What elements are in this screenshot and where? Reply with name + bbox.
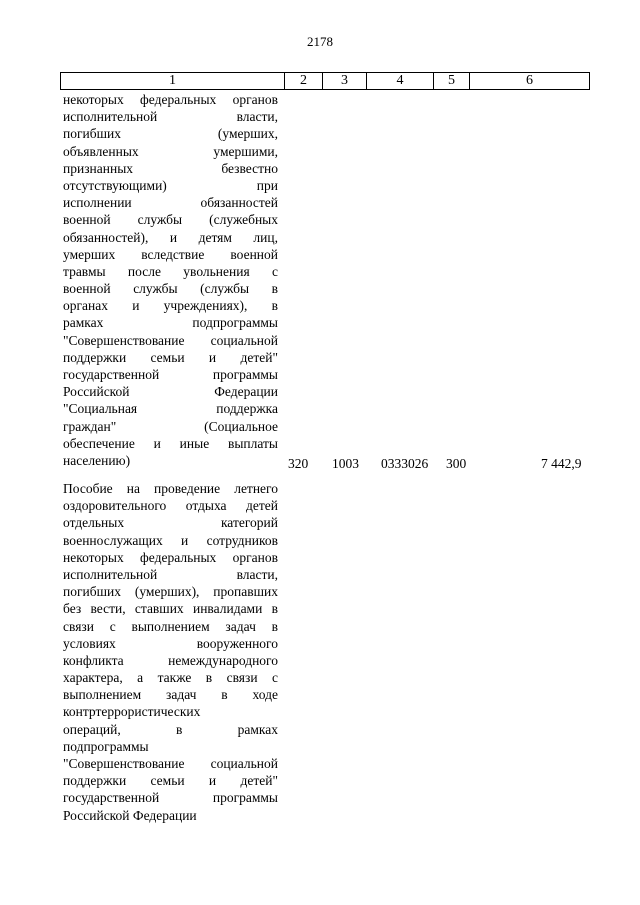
header-col-6: 6 (526, 73, 533, 88)
description-line: оздоровительного отдыха детей (63, 498, 278, 514)
description-line: "Совершенствование социальной (63, 332, 278, 348)
description-line: подпрограммы (63, 738, 149, 754)
description-line: признанных безвестно (63, 160, 278, 176)
description-line: конфликта немеждународного (63, 652, 278, 668)
description-line: связи с выполнением задач в (63, 618, 278, 634)
description-line: органах и учреждениях), в (63, 298, 278, 314)
description-line: исполнении обязанностей (63, 195, 278, 211)
description-line: травмы после увольнения с (63, 263, 278, 279)
description-line: "Социальная поддержка (63, 401, 278, 417)
description-line: государственной программы (63, 367, 278, 382)
description-line: граждан" (Социальное (63, 418, 278, 434)
description-line: "Совершенствование социальной (63, 756, 278, 771)
description-line: военнослужащих и сотрудников (63, 532, 278, 548)
description-line: обеспечение и иные выплаты (63, 435, 278, 451)
header-col-3: 3 (323, 73, 367, 89)
description-line: отдельных категорий (63, 515, 278, 531)
description-line: отсутствующими) при (63, 177, 278, 193)
description-line: некоторых федеральных органов (63, 549, 278, 565)
description-line: исполнительной власти, (63, 109, 278, 125)
description-line: условиях вооруженного (63, 635, 278, 651)
row-1-description (63, 91, 278, 469)
description-line: операций, в рамках (63, 721, 278, 737)
description-line: характера, а также в связи с (63, 670, 278, 686)
table-header (60, 72, 590, 90)
row-1-code-section: 1003 (332, 456, 359, 471)
header-col-1: 1 (61, 73, 285, 89)
description-line: населению) (63, 452, 131, 468)
description-line: объявленных умершими, (63, 143, 278, 159)
header-col-2: 2 (285, 73, 323, 89)
row-1-code-vr: 300 (446, 456, 467, 471)
description-line: рамках подпрограммы (63, 315, 278, 331)
description-line: без вести, ставших инвалидами в (63, 601, 278, 617)
description-line: военной службы (службы в (63, 281, 278, 297)
description-line: погибших (умерших, (63, 126, 278, 142)
description-line: обязанностей), и детям лиц, (63, 229, 278, 245)
description-line: выполнением задач в ходе (63, 687, 278, 703)
header-col-5: 5 (434, 73, 470, 89)
description-line: умерших вследствие военной (63, 246, 278, 262)
description-line: поддержки семьи и детей" (63, 349, 278, 365)
description-line: Пособие на проведение летнего (63, 481, 278, 496)
page-number: 2178 (307, 34, 333, 49)
description-line: военной службы (служебных (63, 212, 278, 228)
row-1-amount: 7 442,9 (541, 456, 582, 471)
row-2-description (63, 480, 278, 824)
description-line: Российской Федерации (63, 807, 197, 823)
description-line: исполнительной власти, (63, 566, 278, 582)
description-line: поддержки семьи и детей" (63, 773, 278, 789)
header-col-4: 4 (367, 73, 434, 89)
description-line: погибших (умерших), пропавших (63, 584, 278, 600)
row-1-code-target: 0333026 (381, 456, 429, 471)
description-line: контртеррористических (63, 704, 201, 720)
row-1-code-gr: 320 (288, 456, 309, 471)
description-line: некоторых федеральных органов (63, 92, 278, 107)
description-line: государственной программы (63, 790, 278, 806)
description-line: Российской Федерации (63, 384, 278, 400)
